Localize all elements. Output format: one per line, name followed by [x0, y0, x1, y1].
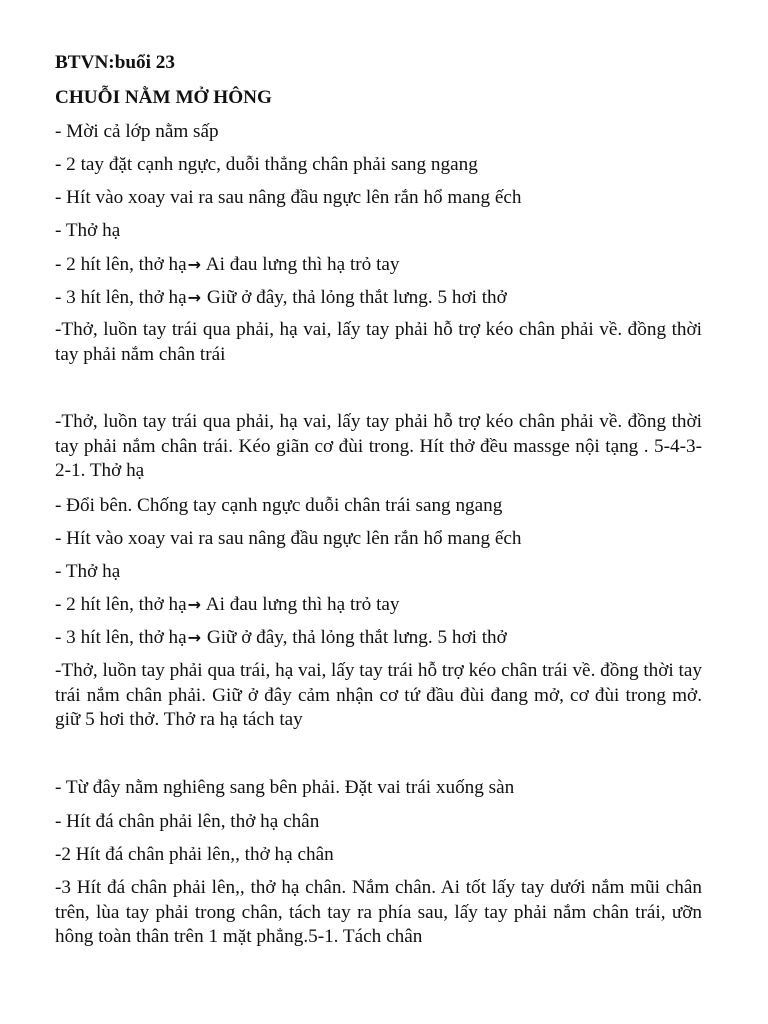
step-paragraph: -Thở, luồn tay trái qua phải, hạ vai, lấy tay phải hỗ trợ kéo chân phải về. đồng thời tay phải nắm chân trái [55, 319, 702, 365]
step-line [55, 253, 400, 277]
step-line [55, 626, 507, 650]
step-paragraph: -Thở, luồn tay phải qua trái, hạ vai, lấy tay trái hỗ trợ kéo chân trái về. đồng thời tay trái nắm chân phải. Giữ ở đây cảm nhận cơ tứ đầu đùi đang mở, cơ đùi trong mở. giữ 5 hơi thở. Thở ra hạ tách tay [55, 660, 702, 730]
arrow-right-icon: → [187, 288, 202, 307]
step-paragraph: -Thở, luồn tay trái qua phải, hạ vai, lấy tay phải hỗ trợ kéo chân phải về. đồng thời tay phải nắm chân trái. Kéo giãn cơ đùi trong. Hít thở đều massge nội tạng . 5-4-3-2-1. Thở hạ [55, 411, 702, 481]
document-subtitle: CHUỖI NẰM MỞ HÔNG [55, 87, 272, 108]
step-text: - 3 hít lên, thở hạ [55, 287, 187, 308]
step-text: Giữ ở đây, thả lỏng thắt lưng. 5 hơi thở [202, 287, 507, 308]
step-text: - 2 hít lên, thở hạ [55, 594, 187, 615]
step-line [55, 286, 507, 310]
arrow-right-icon: → [187, 255, 202, 274]
arrow-right-icon: → [187, 628, 202, 647]
step-text: - 3 hít lên, thở hạ [55, 627, 187, 648]
step-line: - 2 tay đặt cạnh ngực, duỗi thẳng chân phải sang ngang [55, 154, 478, 175]
step-line: - Đổi bên. Chống tay cạnh ngực duỗi chân trái sang ngang [55, 495, 503, 516]
step-text: - 2 hít lên, thở hạ [55, 254, 187, 275]
step-line: - Hít vào xoay vai ra sau nâng đầu ngực lên rắn hổ mang ếch [55, 528, 522, 549]
step-line: - Thở hạ [55, 561, 121, 582]
step-text: Giữ ở đây, thả lỏng thắt lưng. 5 hơi thở [202, 627, 507, 648]
step-line: - Hít đá chân phải lên, thở hạ chân [55, 811, 320, 832]
step-text: Ai đau lưng thì hạ trỏ tay [202, 594, 400, 615]
step-line: -2 Hít đá chân phải lên,, thở hạ chân [55, 844, 334, 865]
step-line: - Hít vào xoay vai ra sau nâng đầu ngực lên rắn hổ mang ếch [55, 187, 522, 208]
step-text: Ai đau lưng thì hạ trỏ tay [202, 254, 400, 275]
step-line: - Từ đây nằm nghiêng sang bên phải. Đặt vai trái xuống sàn [55, 777, 515, 798]
step-line: - Thở hạ [55, 220, 121, 241]
step-line [55, 593, 400, 617]
step-paragraph: -3 Hít đá chân phải lên,, thở hạ chân. Nắm chân. Ai tốt lấy tay dưới nắm mũi chân trên, lùa tay phải trong chân, tách tay ra phía sau, lấy tay phải nắm chân trái, ưỡn hông toàn thân trên 1 mặt phẳng.5-1. Tách chân [55, 877, 702, 947]
arrow-right-icon: → [187, 595, 202, 614]
step-line: - Mời cả lớp nằm sấp [55, 121, 219, 142]
document-title: BTVN:buổi 23 [55, 52, 175, 73]
